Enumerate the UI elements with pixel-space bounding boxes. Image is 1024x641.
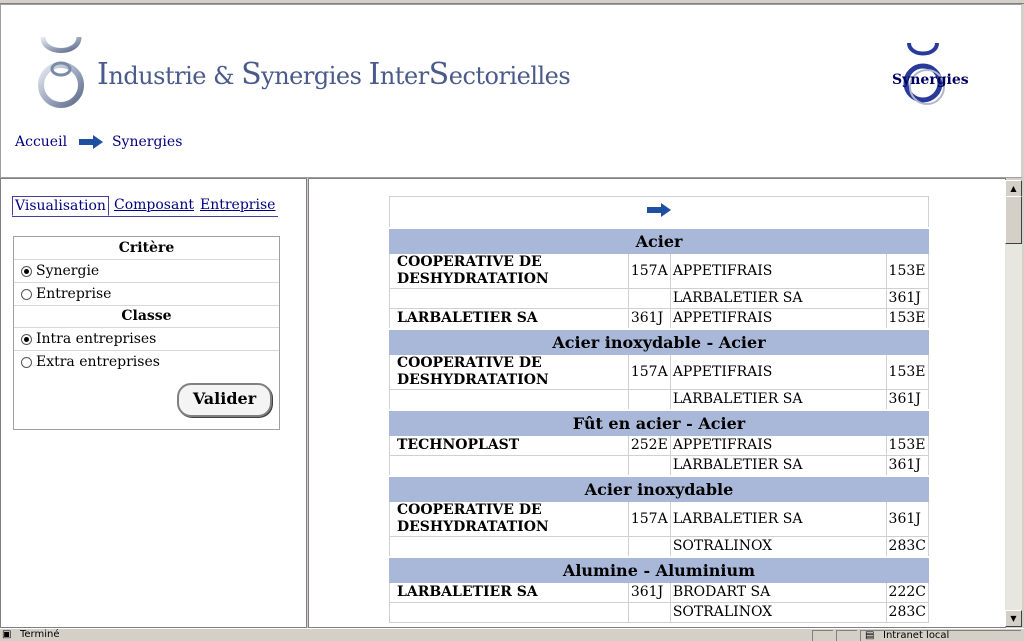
target-company: APPETIFRAIS [670,309,886,330]
target-company: SOTRALINOX [670,603,886,623]
left-panel [0,178,307,628]
source-code [628,537,670,558]
taurus-logo-icon [29,33,95,119]
status-zone [860,630,1021,641]
table-row [390,502,929,537]
category-name: Acier inoxydable - Acier [390,329,929,355]
table-nav-row [390,197,929,229]
source-company: COOPERATIVE DE DESHYDRATATION [390,502,629,537]
radio-intra-label: Intra entreprises [36,331,157,347]
classe-heading: Classe [14,305,279,328]
tab-composant[interactable]: Composant [114,197,194,213]
intranet-icon: ▤ [865,630,875,641]
source-code [628,456,670,477]
table-row [390,254,929,289]
tab-bar [12,196,278,217]
source-company [390,537,629,558]
radio-entreprise[interactable] [14,283,279,306]
radio-selected-icon[interactable] [21,334,32,345]
site-header [0,4,1023,178]
synergies-logo[interactable] [887,41,977,111]
breadcrumb-current-link[interactable]: Synergies [111,134,183,150]
category-name: Alumine - Aluminium [390,557,929,583]
target-company: LARBALETIER SA [670,456,886,477]
target-company: SOTRALINOX [670,537,886,558]
tab-entreprise[interactable]: Entreprise [200,197,276,213]
source-code [628,289,670,309]
target-code: 361J [886,456,928,477]
scroll-up-icon[interactable]: ▲ [1005,180,1022,197]
status-segment [812,630,833,641]
table-row [390,456,929,477]
category-name: Acier [390,228,929,254]
synergies-logo-label: Synergies [892,72,969,88]
scroll-down-icon[interactable]: ▼ [1005,610,1022,627]
table-row [390,289,929,309]
category-header-row [390,410,929,436]
source-code: 252E [628,436,670,456]
radio-extra[interactable] [14,351,279,373]
category-header-row [390,228,929,254]
table-row [390,390,929,411]
target-code: 153E [886,254,928,289]
source-company: TECHNOPLAST [390,436,629,456]
radio-synergie[interactable] [14,260,279,283]
source-code [628,603,670,623]
radio-entreprise-label: Entreprise [36,286,112,302]
category-header-row [390,476,929,502]
target-company: LARBALETIER SA [670,289,886,309]
source-code: 157A [628,355,670,390]
table-row [390,537,929,558]
target-company: LARBALETIER SA [670,390,886,411]
target-code: 222C [886,583,928,603]
radio-unselected-icon[interactable] [21,357,32,368]
target-company: APPETIFRAIS [670,355,886,390]
target-code: 153E [886,309,928,330]
critere-heading: Critère [14,237,279,260]
radio-intra[interactable] [14,328,279,351]
target-company: BRODART SA [670,583,886,603]
radio-synergie-label: Synergie [36,263,100,279]
valider-button[interactable]: Valider [177,383,272,417]
scroll-thumb[interactable] [1005,196,1022,244]
synergies-table [389,196,929,623]
breadcrumb [15,134,182,150]
criteria-form [13,236,280,430]
category-name: Fût en acier - Acier [390,410,929,436]
results-panel [308,178,1006,628]
source-company: LARBALETIER SA [390,309,629,330]
target-code: 153E [886,355,928,390]
site-brand-title: Industrie & Synergies InterSectorielles [97,57,571,92]
source-company [390,456,629,477]
table-row [390,436,929,456]
category-header-row [390,329,929,355]
category-name: Acier inoxydable [390,476,929,502]
status-zone-label: Intranet local [883,630,950,641]
arrow-right-icon [78,135,104,149]
source-company: LARBALETIER SA [390,583,629,603]
target-company: APPETIFRAIS [670,436,886,456]
target-company: APPETIFRAIS [670,254,886,289]
target-code: 283C [886,603,928,623]
source-code: 361J [628,309,670,330]
table-row [390,355,929,390]
status-text: Terminé [20,629,60,640]
tab-visualisation[interactable]: Visualisation [12,196,109,216]
status-segment [836,630,857,641]
target-code: 361J [886,502,928,537]
target-code: 361J [886,390,928,411]
radio-selected-icon[interactable] [21,266,32,277]
table-row [390,583,929,603]
radio-extra-label: Extra entreprises [36,354,160,370]
source-company: COOPERATIVE DE DESHYDRATATION [390,254,629,289]
source-company [390,289,629,309]
source-company: COOPERATIVE DE DESHYDRATATION [390,355,629,390]
table-row [390,309,929,330]
target-code: 153E [886,436,928,456]
arrow-right-icon[interactable] [646,202,672,218]
category-header-row [390,557,929,583]
source-company [390,390,629,411]
table-nav-cell [390,197,929,229]
page-status-icon: ▣ [2,629,12,640]
source-code [628,390,670,411]
source-code: 157A [628,254,670,289]
breadcrumb-home-link[interactable]: Accueil [15,134,68,150]
source-company [390,603,629,623]
table-row [390,603,929,623]
vertical-scrollbar[interactable] [1005,180,1022,626]
source-code: 157A [628,502,670,537]
target-company: LARBALETIER SA [670,502,886,537]
source-code: 361J [628,583,670,603]
status-bar [0,628,1024,641]
radio-unselected-icon[interactable] [21,289,32,300]
target-code: 283C [886,537,928,558]
target-code: 361J [886,289,928,309]
